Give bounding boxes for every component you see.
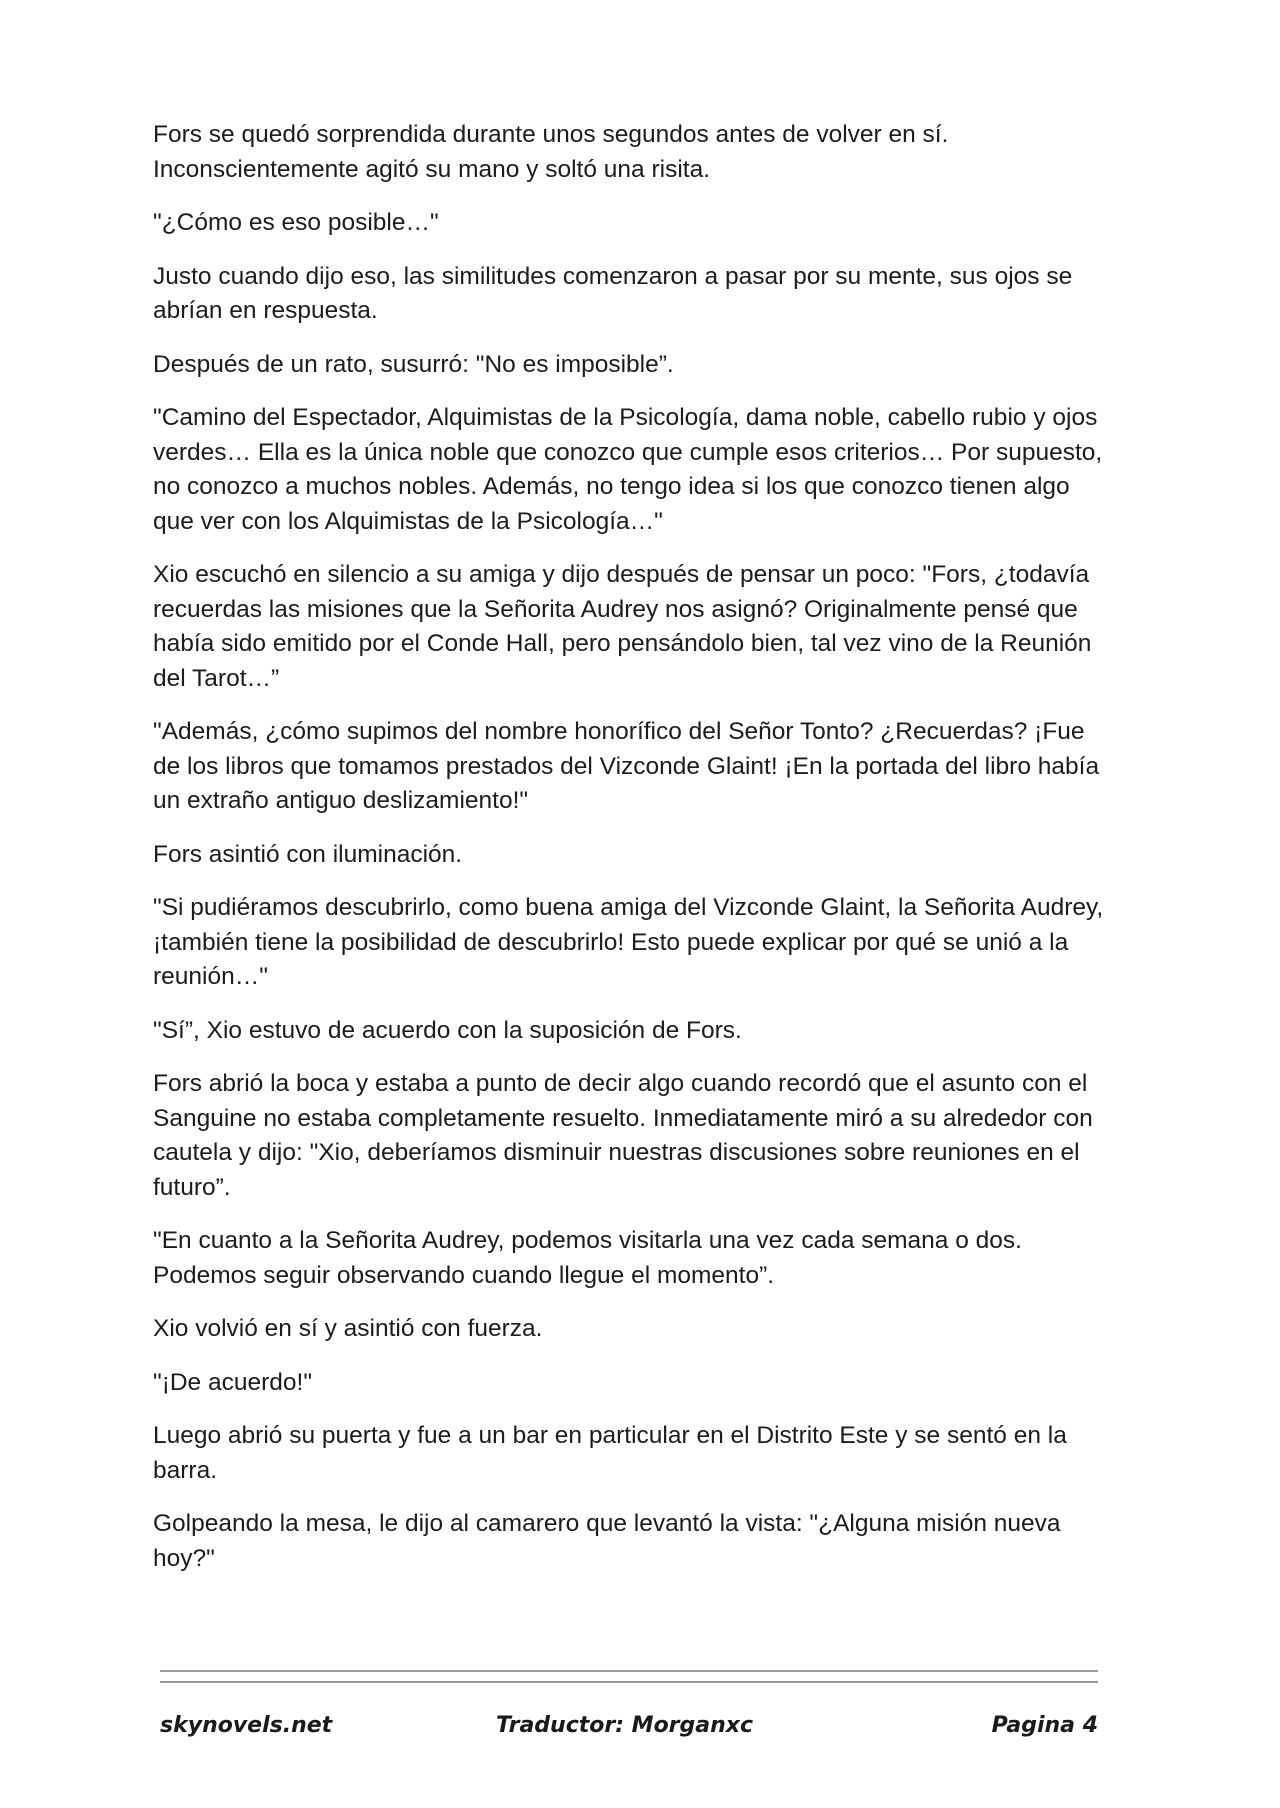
paragraph: Golpeando la mesa, le dijo al camarero que levantó la vista: "¿Alguna misión nueva hoy?" (153, 1510, 1061, 1572)
paragraph: "¡De acuerdo!" (153, 1368, 313, 1396)
paragraph: Xio escuchó en silencio a su amiga y dijo después de pensar un poco: "Fors, ¿todavía recuerdas las misiones que la Señorita Audrey nos asignó? Originalmente pensé que había sido emitido por el Conde Hall, pero pensándolo bien, tal vez vino de la Reunión del Tarot…” (153, 561, 1092, 692)
paragraph: Luego abrió su puerta y fue a un bar en particular en el Distrito Este y se sentó en la barra. (153, 1422, 1067, 1484)
paragraph: Después de un rato, susurró: "No es imposible”. (153, 350, 674, 378)
paragraph: Xio volvió en sí y asintió con fuerza. (153, 1315, 543, 1342)
footer-page-number: Pagina 4 (991, 1713, 1098, 1738)
paragraph: Justo cuando dijo eso, las similitudes comenzaron a pasar por su mente, sus ojos se abrían en respuesta. (153, 262, 1073, 324)
paragraph: "Camino del Espectador, Alquimistas de la Psicología, dama noble, cabello rubio y ojos verdes… Ella es la única noble que conozco que cumple esos criterios… Por supuesto, no conozco a muchos nobles. Además, no tengo idea si los que conozco tienen algo que ver con los Alquimistas de la Psicología…" (153, 404, 1103, 535)
paragraph: "Sí”, Xio estuvo de acuerdo con la suposición de Fors. (153, 1016, 742, 1044)
footer-translator-credit: Traductor: Morganxc (496, 1713, 754, 1738)
paragraph: Fors abrió la boca y estaba a punto de decir algo cuando recordó que el asunto con el Sanguine no estaba completamente resuelto. Inmediatamente miró a su alrededor con cautela y dijo: "Xio, deberíamos disminuir nuestras discusiones sobre reuniones en el futuro”. (153, 1070, 1093, 1201)
paragraph: "Si pudiéramos descubrirlo, como buena amiga del Vizconde Glaint, la Señorita Audrey, ¡también tiene la posibilidad de descubrirlo! Esto puede explicar por qué se unió a la reunión…" (153, 894, 1104, 990)
paragraph: "¿Cómo es eso posible…" (153, 209, 439, 236)
chapter-body (153, 118, 1113, 1595)
footer-divider-top (160, 1670, 1098, 1672)
paragraph: "Además, ¿cómo supimos del nombre honorífico del Señor Tonto? ¿Recuerdas? ¡Fue de los libros que tomamos prestados del Vizconde Glaint! ¡En la portada del libro había un extraño antiguo deslizamiento!" (153, 718, 1100, 814)
footer-divider-bottom (160, 1681, 1098, 1683)
paragraph: Fors asintió con iluminación. (153, 840, 463, 868)
footer-site-name: skynovels.net (160, 1713, 333, 1738)
paragraph: "En cuanto a la Señorita Audrey, podemos visitarla una vez cada semana o dos. Podemos seguir observando cuando llegue el momento”. (153, 1227, 1022, 1289)
paragraph: Fors se quedó sorprendida durante unos segundos antes de volver en sí. Inconscientemente agitó su mano y soltó una risita. (153, 121, 949, 183)
